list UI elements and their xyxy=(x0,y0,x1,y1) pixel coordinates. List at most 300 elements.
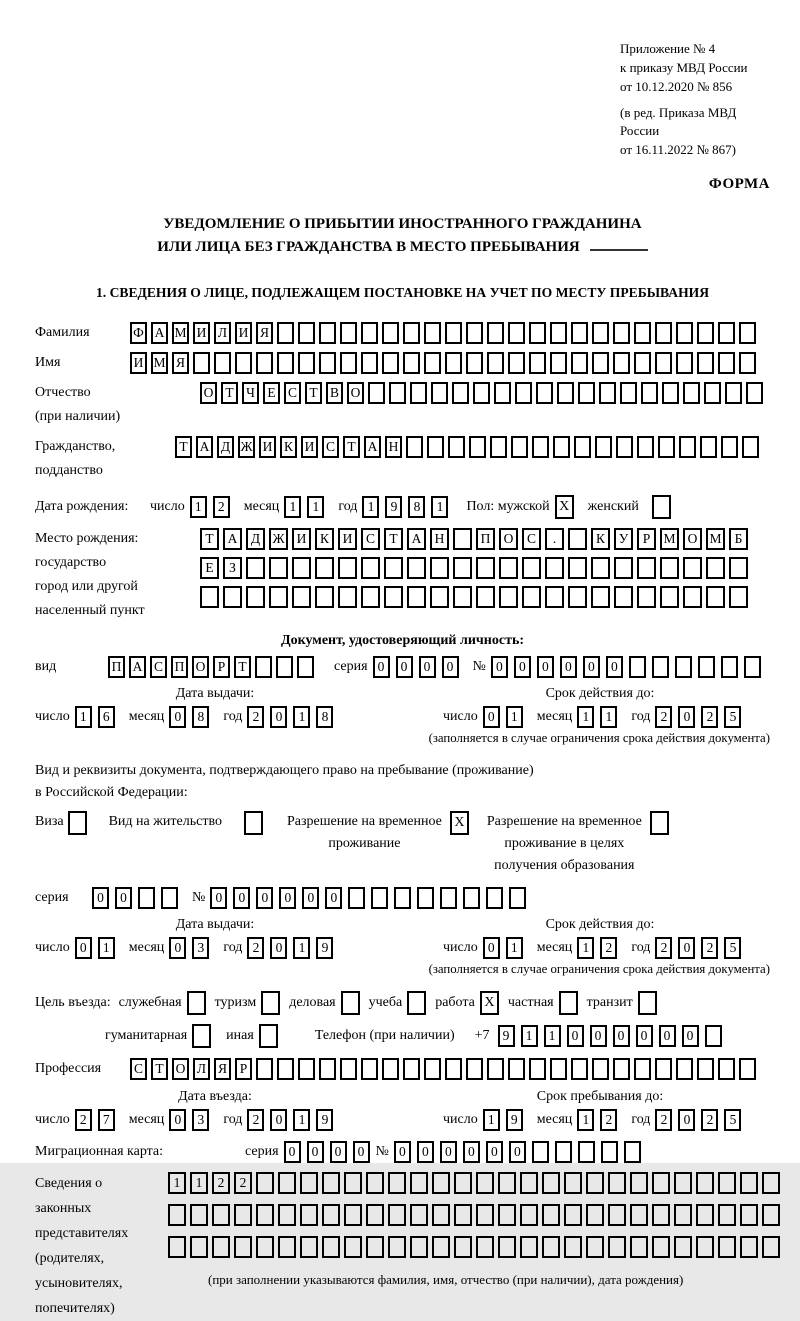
char-cell[interactable]: 1 xyxy=(98,937,115,959)
char-cell[interactable] xyxy=(550,322,567,344)
char-cell[interactable]: 3 xyxy=(192,1109,209,1131)
char-cell[interactable]: 0 xyxy=(353,1141,370,1163)
char-cell[interactable] xyxy=(498,1172,516,1194)
char-cell[interactable] xyxy=(557,382,574,404)
char-cell[interactable] xyxy=(706,586,725,608)
char-cell[interactable]: В xyxy=(326,382,343,404)
char-cell[interactable] xyxy=(630,1172,648,1194)
char-cell[interactable] xyxy=(448,436,465,458)
char-cell[interactable] xyxy=(698,656,715,678)
char-cell[interactable]: 0 xyxy=(92,887,109,909)
char-cell[interactable] xyxy=(578,1141,595,1163)
char-cell[interactable] xyxy=(487,352,504,374)
char-cell[interactable] xyxy=(463,887,480,909)
char-cell[interactable]: Я xyxy=(172,352,189,374)
char-cell[interactable] xyxy=(384,557,403,579)
char-cell[interactable] xyxy=(637,436,654,458)
char-cell[interactable] xyxy=(696,1172,714,1194)
char-cell[interactable]: 1 xyxy=(506,706,523,728)
char-cell[interactable] xyxy=(564,1236,582,1258)
char-cell[interactable] xyxy=(721,436,738,458)
char-cell[interactable] xyxy=(592,352,609,374)
char-cell[interactable] xyxy=(564,1204,582,1226)
char-cell[interactable] xyxy=(340,352,357,374)
char-cell[interactable] xyxy=(718,1204,736,1226)
char-cell[interactable] xyxy=(571,1058,588,1080)
char-cell[interactable] xyxy=(700,436,717,458)
char-cell[interactable]: 1 xyxy=(577,937,594,959)
char-cell[interactable] xyxy=(532,436,549,458)
char-cell[interactable] xyxy=(729,586,748,608)
char-cell[interactable] xyxy=(256,1236,274,1258)
char-cell[interactable] xyxy=(660,557,679,579)
char-cell[interactable] xyxy=(616,436,633,458)
char-cell[interactable] xyxy=(445,1058,462,1080)
char-cell[interactable] xyxy=(476,557,495,579)
char-cell[interactable] xyxy=(424,352,441,374)
char-cell[interactable] xyxy=(382,322,399,344)
char-cell[interactable] xyxy=(454,1172,472,1194)
char-cell[interactable] xyxy=(382,1058,399,1080)
char-cell[interactable] xyxy=(529,1058,546,1080)
char-cell[interactable]: Н xyxy=(430,528,449,550)
char-cell[interactable] xyxy=(469,436,486,458)
char-cell[interactable]: С xyxy=(361,528,380,550)
char-cell[interactable] xyxy=(660,586,679,608)
char-cell[interactable]: 0 xyxy=(233,887,250,909)
char-cell[interactable]: Л xyxy=(193,1058,210,1080)
char-cell[interactable] xyxy=(542,1236,560,1258)
char-cell[interactable]: Р xyxy=(213,656,230,678)
char-cell[interactable] xyxy=(674,1204,692,1226)
char-cell[interactable] xyxy=(520,1172,538,1194)
char-cell[interactable] xyxy=(568,586,587,608)
char-cell[interactable] xyxy=(361,1058,378,1080)
char-cell[interactable]: 0 xyxy=(210,887,227,909)
char-cell[interactable] xyxy=(634,322,651,344)
char-cell[interactable] xyxy=(340,1058,357,1080)
char-cell[interactable]: Н xyxy=(385,436,402,458)
char-cell[interactable]: 0 xyxy=(256,887,273,909)
char-cell[interactable] xyxy=(601,1141,618,1163)
char-cell[interactable]: 1 xyxy=(521,1025,538,1047)
char-cell[interactable] xyxy=(568,528,587,550)
char-cell[interactable] xyxy=(445,322,462,344)
char-cell[interactable]: 1 xyxy=(293,937,310,959)
char-cell[interactable] xyxy=(718,1236,736,1258)
char-cell[interactable] xyxy=(762,1204,780,1226)
char-cell[interactable] xyxy=(269,557,288,579)
char-cell[interactable]: 2 xyxy=(213,496,230,518)
char-cell[interactable]: 0 xyxy=(417,1141,434,1163)
char-cell[interactable] xyxy=(508,352,525,374)
char-cell[interactable]: 0 xyxy=(560,656,577,678)
char-cell[interactable] xyxy=(696,1204,714,1226)
char-cell[interactable]: 9 xyxy=(316,937,333,959)
sex-male-checkbox[interactable]: X xyxy=(555,495,574,519)
char-cell[interactable] xyxy=(246,586,265,608)
char-cell[interactable]: С xyxy=(284,382,301,404)
char-cell[interactable] xyxy=(298,1058,315,1080)
char-cell[interactable] xyxy=(725,382,742,404)
char-cell[interactable]: С xyxy=(130,1058,147,1080)
char-cell[interactable]: Ж xyxy=(269,528,288,550)
char-cell[interactable]: 0 xyxy=(373,656,390,678)
char-cell[interactable] xyxy=(278,1204,296,1226)
char-cell[interactable] xyxy=(424,322,441,344)
char-cell[interactable]: 1 xyxy=(293,706,310,728)
char-cell[interactable] xyxy=(371,887,388,909)
char-cell[interactable] xyxy=(212,1204,230,1226)
char-cell[interactable]: 0 xyxy=(169,937,186,959)
char-cell[interactable] xyxy=(740,1236,758,1258)
char-cell[interactable]: Ж xyxy=(238,436,255,458)
char-cell[interactable]: Р xyxy=(637,528,656,550)
char-cell[interactable] xyxy=(586,1204,604,1226)
char-cell[interactable] xyxy=(384,586,403,608)
char-cell[interactable]: А xyxy=(407,528,426,550)
char-cell[interactable]: 2 xyxy=(247,1109,264,1131)
char-cell[interactable]: 0 xyxy=(537,656,554,678)
char-cell[interactable] xyxy=(599,382,616,404)
char-cell[interactable]: И xyxy=(292,528,311,550)
char-cell[interactable]: 0 xyxy=(169,1109,186,1131)
char-cell[interactable]: 2 xyxy=(234,1172,252,1194)
char-cell[interactable] xyxy=(366,1204,384,1226)
char-cell[interactable]: 1 xyxy=(307,496,324,518)
char-cell[interactable] xyxy=(315,557,334,579)
char-cell[interactable] xyxy=(297,656,314,678)
char-cell[interactable] xyxy=(256,1172,274,1194)
char-cell[interactable]: 1 xyxy=(506,937,523,959)
char-cell[interactable]: А xyxy=(223,528,242,550)
char-cell[interactable] xyxy=(614,557,633,579)
char-cell[interactable] xyxy=(509,887,526,909)
char-cell[interactable]: И xyxy=(338,528,357,550)
char-cell[interactable]: 0 xyxy=(419,656,436,678)
char-cell[interactable]: 6 xyxy=(98,706,115,728)
char-cell[interactable] xyxy=(608,1172,626,1194)
char-cell[interactable] xyxy=(361,352,378,374)
char-cell[interactable]: 0 xyxy=(682,1025,699,1047)
char-cell[interactable]: 0 xyxy=(483,706,500,728)
char-cell[interactable] xyxy=(555,1141,572,1163)
char-cell[interactable] xyxy=(430,586,449,608)
char-cell[interactable] xyxy=(508,322,525,344)
char-cell[interactable]: Л xyxy=(214,322,231,344)
char-cell[interactable] xyxy=(235,352,252,374)
char-cell[interactable] xyxy=(407,586,426,608)
char-cell[interactable]: 0 xyxy=(491,656,508,678)
char-cell[interactable]: Е xyxy=(200,557,219,579)
char-cell[interactable]: О xyxy=(347,382,364,404)
char-cell[interactable]: 8 xyxy=(192,706,209,728)
char-cell[interactable] xyxy=(662,382,679,404)
temporary-residence-checkbox[interactable]: X xyxy=(450,811,469,835)
char-cell[interactable]: 1 xyxy=(190,496,207,518)
char-cell[interactable] xyxy=(498,1204,516,1226)
char-cell[interactable]: С xyxy=(522,528,541,550)
char-cell[interactable]: 8 xyxy=(408,496,425,518)
char-cell[interactable]: 2 xyxy=(212,1172,230,1194)
char-cell[interactable] xyxy=(498,1236,516,1258)
tourism-checkbox[interactable] xyxy=(261,991,280,1015)
temporary-residence-education-checkbox[interactable] xyxy=(650,811,669,835)
char-cell[interactable]: 0 xyxy=(606,656,623,678)
char-cell[interactable] xyxy=(432,1236,450,1258)
char-cell[interactable] xyxy=(542,1172,560,1194)
char-cell[interactable] xyxy=(676,352,693,374)
char-cell[interactable]: И xyxy=(301,436,318,458)
char-cell[interactable]: К xyxy=(280,436,297,458)
char-cell[interactable]: 0 xyxy=(486,1141,503,1163)
char-cell[interactable] xyxy=(476,1204,494,1226)
char-cell[interactable] xyxy=(453,557,472,579)
business-checkbox[interactable] xyxy=(341,991,360,1015)
char-cell[interactable] xyxy=(522,586,541,608)
char-cell[interactable] xyxy=(292,586,311,608)
char-cell[interactable] xyxy=(454,1204,472,1226)
char-cell[interactable] xyxy=(361,586,380,608)
char-cell[interactable]: 1 xyxy=(577,706,594,728)
char-cell[interactable]: Т xyxy=(221,382,238,404)
char-cell[interactable] xyxy=(591,557,610,579)
official-checkbox[interactable] xyxy=(187,991,206,1015)
char-cell[interactable]: О xyxy=(192,656,209,678)
char-cell[interactable] xyxy=(718,1058,735,1080)
char-cell[interactable] xyxy=(683,557,702,579)
char-cell[interactable] xyxy=(366,1172,384,1194)
char-cell[interactable] xyxy=(338,557,357,579)
char-cell[interactable] xyxy=(344,1236,362,1258)
char-cell[interactable] xyxy=(595,436,612,458)
char-cell[interactable]: Т xyxy=(234,656,251,678)
char-cell[interactable]: 9 xyxy=(506,1109,523,1131)
char-cell[interactable]: Т xyxy=(343,436,360,458)
char-cell[interactable] xyxy=(319,1058,336,1080)
char-cell[interactable]: 0 xyxy=(583,656,600,678)
char-cell[interactable] xyxy=(553,436,570,458)
char-cell[interactable] xyxy=(466,322,483,344)
char-cell[interactable] xyxy=(388,1204,406,1226)
char-cell[interactable]: 0 xyxy=(270,1109,287,1131)
char-cell[interactable] xyxy=(744,656,761,678)
char-cell[interactable] xyxy=(427,436,444,458)
char-cell[interactable] xyxy=(410,1172,428,1194)
char-cell[interactable]: 0 xyxy=(330,1141,347,1163)
char-cell[interactable]: Д xyxy=(217,436,234,458)
char-cell[interactable] xyxy=(746,382,763,404)
char-cell[interactable] xyxy=(721,656,738,678)
char-cell[interactable] xyxy=(246,557,265,579)
char-cell[interactable] xyxy=(706,557,725,579)
char-cell[interactable]: Т xyxy=(305,382,322,404)
char-cell[interactable] xyxy=(161,887,178,909)
char-cell[interactable] xyxy=(718,352,735,374)
char-cell[interactable] xyxy=(740,1172,758,1194)
char-cell[interactable] xyxy=(322,1204,340,1226)
char-cell[interactable] xyxy=(406,436,423,458)
char-cell[interactable] xyxy=(256,352,273,374)
char-cell[interactable] xyxy=(344,1172,362,1194)
char-cell[interactable]: 1 xyxy=(75,706,92,728)
char-cell[interactable] xyxy=(679,436,696,458)
char-cell[interactable]: И xyxy=(259,436,276,458)
char-cell[interactable] xyxy=(432,1204,450,1226)
char-cell[interactable]: Я xyxy=(214,1058,231,1080)
char-cell[interactable] xyxy=(338,586,357,608)
char-cell[interactable]: Т xyxy=(200,528,219,550)
char-cell[interactable] xyxy=(613,322,630,344)
char-cell[interactable] xyxy=(637,557,656,579)
char-cell[interactable]: 0 xyxy=(307,1141,324,1163)
char-cell[interactable] xyxy=(652,1172,670,1194)
char-cell[interactable]: 0 xyxy=(75,937,92,959)
char-cell[interactable]: 0 xyxy=(659,1025,676,1047)
char-cell[interactable] xyxy=(762,1236,780,1258)
char-cell[interactable]: 2 xyxy=(600,1109,617,1131)
char-cell[interactable]: 1 xyxy=(284,496,301,518)
char-cell[interactable] xyxy=(445,352,462,374)
char-cell[interactable]: И xyxy=(130,352,147,374)
char-cell[interactable]: О xyxy=(499,528,518,550)
char-cell[interactable] xyxy=(348,887,365,909)
char-cell[interactable] xyxy=(476,1236,494,1258)
char-cell[interactable] xyxy=(674,1172,692,1194)
other-purpose-checkbox[interactable] xyxy=(259,1024,278,1048)
char-cell[interactable]: З xyxy=(223,557,242,579)
char-cell[interactable]: 0 xyxy=(279,887,296,909)
char-cell[interactable] xyxy=(511,436,528,458)
char-cell[interactable] xyxy=(453,586,472,608)
char-cell[interactable]: 2 xyxy=(655,937,672,959)
char-cell[interactable] xyxy=(403,1058,420,1080)
char-cell[interactable] xyxy=(389,382,406,404)
char-cell[interactable]: П xyxy=(108,656,125,678)
char-cell[interactable] xyxy=(278,1172,296,1194)
char-cell[interactable] xyxy=(608,1204,626,1226)
char-cell[interactable] xyxy=(718,1172,736,1194)
char-cell[interactable] xyxy=(652,656,669,678)
char-cell[interactable]: 0 xyxy=(613,1025,630,1047)
char-cell[interactable] xyxy=(276,656,293,678)
char-cell[interactable] xyxy=(529,322,546,344)
char-cell[interactable] xyxy=(571,352,588,374)
char-cell[interactable] xyxy=(410,382,427,404)
char-cell[interactable] xyxy=(256,1058,273,1080)
char-cell[interactable] xyxy=(476,1172,494,1194)
char-cell[interactable] xyxy=(319,322,336,344)
char-cell[interactable] xyxy=(652,1204,670,1226)
char-cell[interactable] xyxy=(322,1236,340,1258)
char-cell[interactable] xyxy=(319,352,336,374)
char-cell[interactable] xyxy=(697,352,714,374)
char-cell[interactable]: Б xyxy=(729,528,748,550)
char-cell[interactable] xyxy=(430,557,449,579)
char-cell[interactable] xyxy=(739,322,756,344)
char-cell[interactable] xyxy=(190,1204,208,1226)
char-cell[interactable]: 0 xyxy=(463,1141,480,1163)
char-cell[interactable] xyxy=(388,1172,406,1194)
char-cell[interactable] xyxy=(269,586,288,608)
char-cell[interactable]: 2 xyxy=(701,1109,718,1131)
char-cell[interactable] xyxy=(742,436,759,458)
char-cell[interactable]: К xyxy=(591,528,610,550)
char-cell[interactable] xyxy=(431,382,448,404)
char-cell[interactable]: 2 xyxy=(655,1109,672,1131)
char-cell[interactable] xyxy=(740,1204,758,1226)
char-cell[interactable] xyxy=(403,322,420,344)
work-checkbox[interactable]: X xyxy=(480,991,499,1015)
char-cell[interactable]: 1 xyxy=(293,1109,310,1131)
char-cell[interactable]: Я xyxy=(256,322,273,344)
char-cell[interactable]: 2 xyxy=(75,1109,92,1131)
char-cell[interactable] xyxy=(315,586,334,608)
char-cell[interactable] xyxy=(652,1236,670,1258)
char-cell[interactable]: 3 xyxy=(192,937,209,959)
char-cell[interactable] xyxy=(440,887,457,909)
char-cell[interactable] xyxy=(522,557,541,579)
char-cell[interactable]: Т xyxy=(384,528,403,550)
char-cell[interactable] xyxy=(234,1204,252,1226)
char-cell[interactable]: 5 xyxy=(724,937,741,959)
char-cell[interactable] xyxy=(608,1236,626,1258)
char-cell[interactable]: О xyxy=(683,528,702,550)
char-cell[interactable] xyxy=(613,352,630,374)
char-cell[interactable] xyxy=(520,1204,538,1226)
char-cell[interactable] xyxy=(453,528,472,550)
char-cell[interactable] xyxy=(624,1141,641,1163)
char-cell[interactable] xyxy=(200,586,219,608)
char-cell[interactable] xyxy=(212,1236,230,1258)
char-cell[interactable]: 0 xyxy=(678,937,695,959)
char-cell[interactable] xyxy=(394,887,411,909)
char-cell[interactable] xyxy=(697,1058,714,1080)
char-cell[interactable]: О xyxy=(172,1058,189,1080)
char-cell[interactable] xyxy=(382,352,399,374)
char-cell[interactable]: 0 xyxy=(440,1141,457,1163)
char-cell[interactable]: 0 xyxy=(590,1025,607,1047)
char-cell[interactable]: 2 xyxy=(701,706,718,728)
char-cell[interactable] xyxy=(529,352,546,374)
char-cell[interactable] xyxy=(223,586,242,608)
char-cell[interactable]: 0 xyxy=(567,1025,584,1047)
char-cell[interactable]: 5 xyxy=(724,1109,741,1131)
char-cell[interactable]: 1 xyxy=(600,706,617,728)
char-cell[interactable] xyxy=(674,1236,692,1258)
char-cell[interactable]: 0 xyxy=(284,1141,301,1163)
char-cell[interactable] xyxy=(704,382,721,404)
char-cell[interactable]: 1 xyxy=(544,1025,561,1047)
char-cell[interactable]: 0 xyxy=(394,1141,411,1163)
char-cell[interactable]: 0 xyxy=(270,706,287,728)
char-cell[interactable]: 0 xyxy=(169,706,186,728)
char-cell[interactable]: 5 xyxy=(724,706,741,728)
char-cell[interactable]: 1 xyxy=(168,1172,186,1194)
char-cell[interactable] xyxy=(629,656,646,678)
char-cell[interactable]: Ф xyxy=(130,322,147,344)
transit-checkbox[interactable] xyxy=(638,991,657,1015)
char-cell[interactable]: П xyxy=(171,656,188,678)
char-cell[interactable] xyxy=(739,352,756,374)
char-cell[interactable]: А xyxy=(364,436,381,458)
char-cell[interactable]: 0 xyxy=(396,656,413,678)
char-cell[interactable] xyxy=(361,557,380,579)
char-cell[interactable]: 2 xyxy=(655,706,672,728)
char-cell[interactable]: 1 xyxy=(190,1172,208,1194)
char-cell[interactable] xyxy=(705,1025,722,1047)
char-cell[interactable]: Д xyxy=(246,528,265,550)
